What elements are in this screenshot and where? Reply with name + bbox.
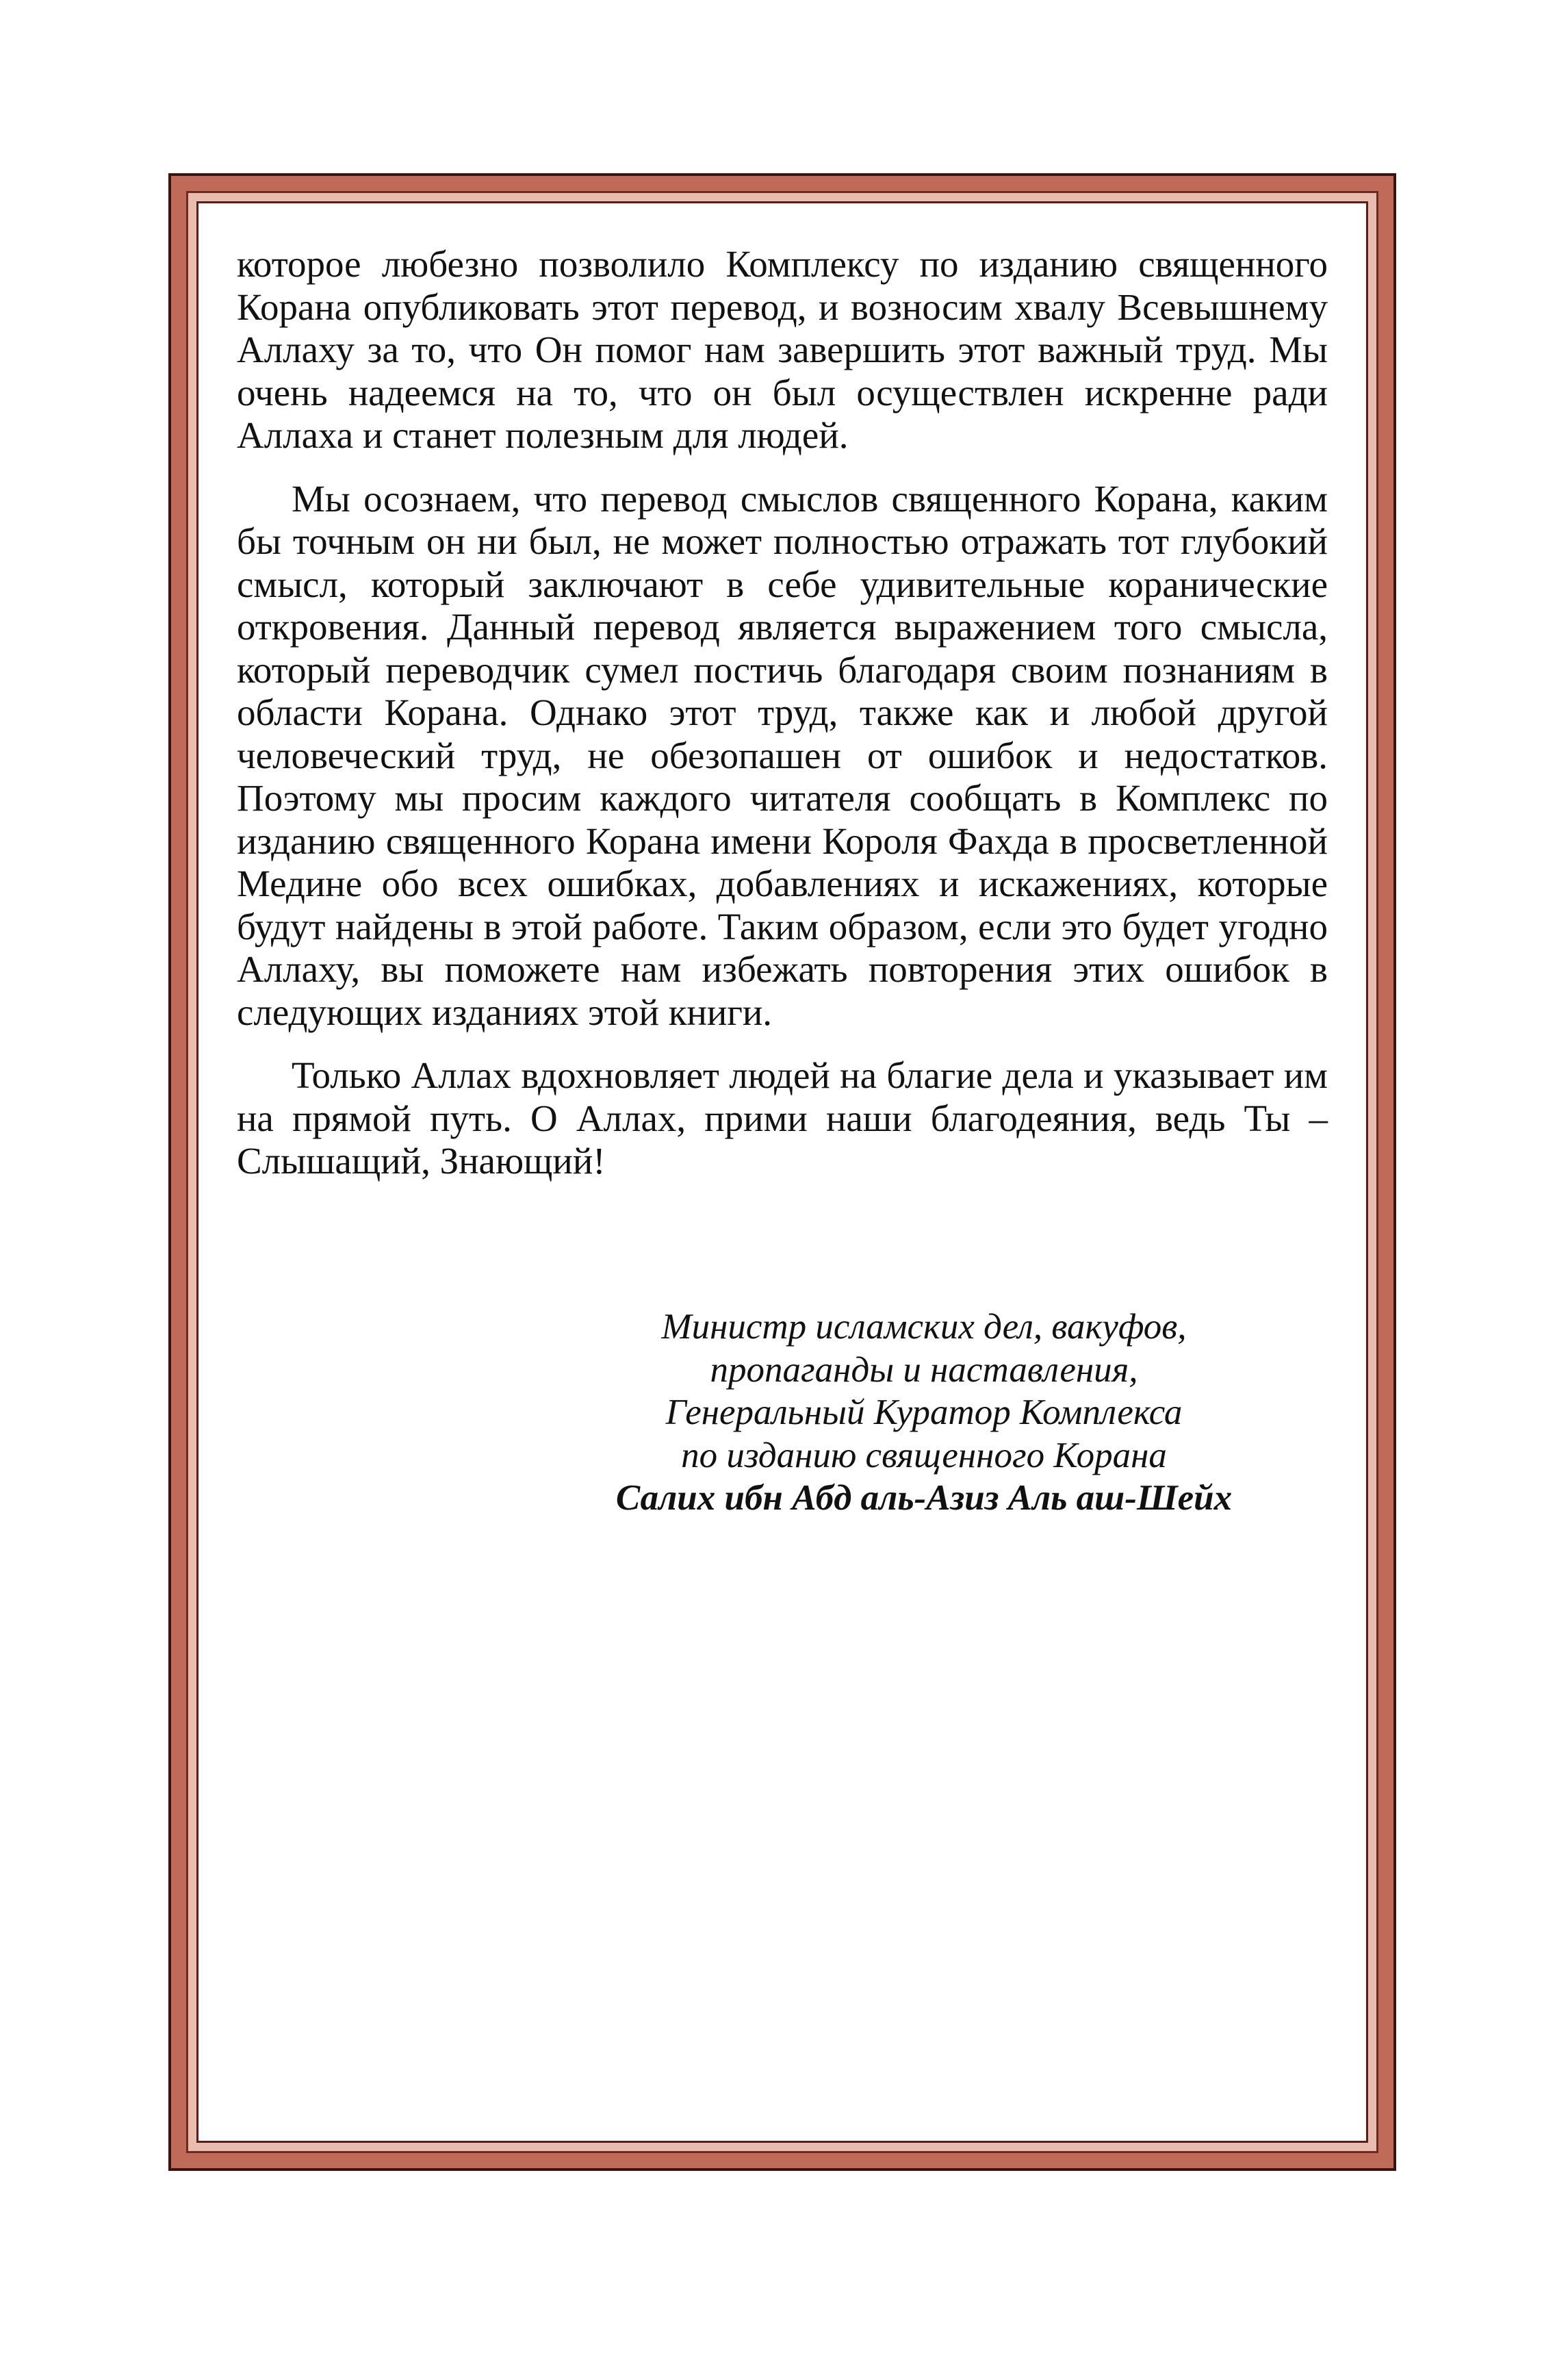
signature-name: Салих ибн Абд аль-Азиз Аль аш-Шейх bbox=[615, 1478, 1233, 1518]
signature-title-line-4: по изданию священного Корана bbox=[681, 1435, 1167, 1475]
signature-title-line-2: пропаганды и наставления, bbox=[710, 1349, 1138, 1390]
body-text bbox=[237, 243, 1328, 1204]
signature-block bbox=[548, 1306, 1300, 1520]
paragraph-2: Мы осознаем, что перевод смыслов священного Корана, каким бы точным он ни был, не может полностью отражать тот глубокий смысл, который заключают в себе удивительные коранические откровения. Данный перевод является выражением того смысла, который переводчик сумел постичь благодаря своим познаниям в области Корана. Однако этот труд, также как и любой другой человеческий труд, не обезопашен от ошибок и недостатков. Поэтому мы просим каждого читателя сообщать в Комплекс по изданию священного Корана имени Короля Фахда в просветленной Медине обо всех ошибках, добавлениях и искажениях, которые будут найдены в этой работе. Таким образом, если это будет угодно Аллаху, вы поможете нам избежать повторения этих ошибок в следующих изданиях этой книги. bbox=[237, 477, 1328, 1033]
signature-title-line-3: Генеральный Куратор Комплекса bbox=[665, 1392, 1183, 1432]
signature-title-line-1: Министр исламских дел, вакуфов, bbox=[661, 1307, 1187, 1347]
paragraph-3: Только Аллах вдохновляет людей на благие дела и указывает им на прямой путь. О Аллах, прими наши благодеяния, ведь Ты – Слышащий, Знающий! bbox=[237, 1054, 1328, 1182]
paragraph-1: которое любезно позволило Комплексу по изданию священного Корана опубликовать этот перевод, и возносим хвалу Всевышнему Аллаху за то, что Он помог нам завершить этот важный труд. Мы очень надеемся на то, что он был осуществлен искренне ради Аллаха и станет полезным для людей. bbox=[237, 243, 1328, 456]
